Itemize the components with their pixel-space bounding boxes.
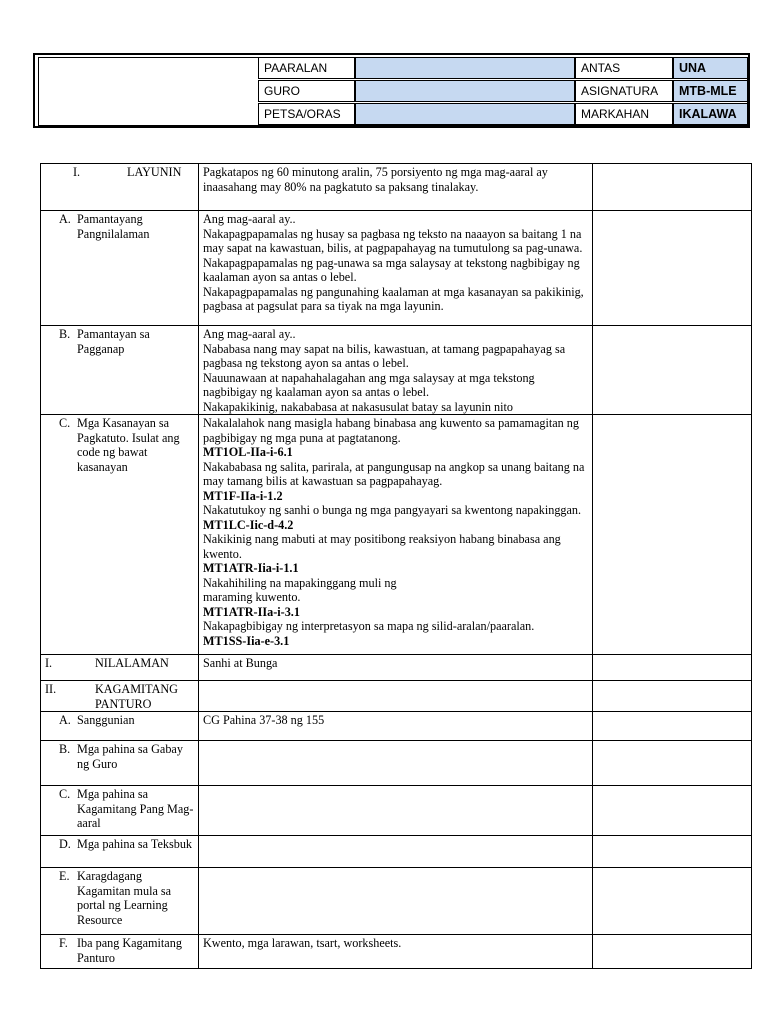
row-content-pamantayan-sa-pagganap [199,326,593,415]
header-label-markahan: MARKAHAN [575,103,673,125]
table-row-kasanayan [41,415,752,655]
row-notes-karagdagang-kagamitan[interactable] [593,868,752,935]
row-label-sanggunian: A. Sanggunian [41,712,199,741]
skill-text: Nakapagbibigay ng interpretasyon sa mapa ng silid-aralan/paaralan. [203,619,535,633]
row-content-kasanayan [199,415,593,655]
header-field-antas[interactable]: UNA [673,57,748,79]
row-notes-pamantayan-sa-pagganap[interactable] [593,326,752,415]
table-row-sanggunian [41,712,752,741]
table-row-layunin [41,164,752,211]
row-content-gabay-ng-guro [199,741,593,786]
row-content-sanggunian: CG Pahina 37-38 ng 155 [199,712,593,741]
table-row-pamantayan-sa-pagganap [41,326,752,415]
row-content-kagamitang-pang-mag-aaral [199,786,593,836]
header-field-paaralan[interactable] [355,57,575,79]
row-notes-sanggunian[interactable] [593,712,752,741]
row-label-pamantayan-sa-pagganap: B. Pamantayan sa Pagganap [41,326,199,415]
table-row-iba-pang-kagamitan [41,935,752,969]
row-label-nilalaman: I. NILALAMAN [41,655,199,681]
row-notes-layunin[interactable] [593,164,752,211]
skill-code: MT1SS-Iia-e-3.1 [203,633,290,648]
row-content-teksbuk [199,836,593,868]
row-label-iba-pang-kagamitan: F. Iba pang Kagamitang Panturo [41,935,199,969]
skill-text: Nakahihiling na mapakinggang muli ng maraming kuwento. [203,575,397,604]
lesson-plan-table [40,163,752,969]
row-notes-kagamitan[interactable] [593,681,752,712]
table-row-kagamitang-pang-mag-aaral [41,786,752,836]
header-field-asignatura[interactable]: MTB-MLE [673,80,748,102]
content-line: Nababasa nang may sapat na bilis, kawastuan, at tamang pagpapahayag sa pagbasa ng tekstong ayon sa antas o lebel. [203,341,566,370]
skill-code: MT1F-IIa-i-1.2 [203,488,283,503]
row-content-kagamitan [199,681,593,712]
content-line: Nakapakikinig, nakababasa at nakasusulat batay sa layunin nito [203,399,514,414]
content-line: Nauunawaan at napahahalagahan ang mga salaysay at mga tekstong nagbibigay ng kaalaman ayon sa antas o lebel. [203,370,535,399]
row-label-gabay-ng-guro: B. Mga pahina sa Gabay ng Guro [41,741,199,786]
header-label-asignatura: ASIGNATURA [575,80,673,102]
content-line: Nakapagpapamalas ng pangunahing kaalaman at mga kasanayan sa pakikinig, pagbasa at pagsulat para sa tiyak na mga layunin. [203,284,584,313]
row-notes-kagamitang-pang-mag-aaral[interactable] [593,786,752,836]
row-content-pamantayang-pangnilalaman [199,211,593,326]
row-label-kagamitang-pang-mag-aaral: C. Mga pahina sa Kagamitang Pang Mag-aaral [41,786,199,836]
content-line: Nakapagpapamalas ng husay sa pagbasa ng teksto na naaayon sa baitang 1 na may sapat na kawastuan, bilis, at pagpapahayag na tumutulong sa pag-unawa. [203,226,583,255]
row-notes-gabay-ng-guro[interactable] [593,741,752,786]
table-row-karagdagang-kagamitan [41,868,752,935]
content-line: Ang mag-aaral ay.. [203,212,296,226]
row-label-karagdagang-kagamitan: E. Karagdagang Kagamitan mula sa portal ng Learning Resource [41,868,199,935]
table-row-pamantayang-pangnilalaman [41,211,752,326]
row-content-nilalaman: Sanhi at Bunga [199,655,593,681]
header-field-petsa-oras[interactable] [355,103,575,125]
skill-text: Nakikinig nang mabuti at may positibong reaksiyon habang binabasa ang kwento. [203,532,561,561]
skill-code: MT1ATR-IIa-i-3.1 [203,604,300,619]
header-label-paaralan: PAARALAN [258,57,355,79]
row-content-iba-pang-kagamitan: Kwento, mga larawan, tsart, worksheets. [199,935,593,969]
row-notes-nilalaman[interactable] [593,655,752,681]
table-row-gabay-ng-guro [41,741,752,786]
table-row-nilalaman [41,655,752,681]
header-label-petsa-oras: PETSA/ORAS [258,103,355,125]
row-notes-iba-pang-kagamitan[interactable] [593,935,752,969]
header-label-antas: ANTAS [575,57,673,79]
header-field-markahan[interactable]: IKALAWA [673,103,748,125]
table-row-teksbuk [41,836,752,868]
skill-text: Nakababasa ng salita, parirala, at pangungusap na angkop sa unang baitang na may tamang bilis at kawastuan sa pagpapahayag. [203,459,585,488]
row-label-pamantayang-pangnilalaman: A. Pamantayang Pangnilalaman [41,211,199,326]
header-field-guro[interactable] [355,80,575,102]
content-line: Nakapagpapamalas ng pag-unawa sa mga salaysay at tekstong nagbibigay ng kaalaman ayon sa antas o lebel. [203,255,580,284]
row-notes-kasanayan[interactable] [593,415,752,655]
skill-code: MT1LC-Iic-d-4.2 [203,517,294,532]
skill-text: Nakatutukoy ng sanhi o bunga ng mga pangyayari sa kwentong napakinggan. [203,503,582,517]
content-line: Ang mag-aaral ay.. [203,327,296,341]
skill-code: MT1OL-IIa-i-6.1 [203,445,293,459]
row-label-kagamitan: II. KAGAMITANG PANTURO [41,681,199,712]
row-label-teksbuk: D. Mga pahina sa Teksbuk [41,836,199,868]
row-notes-pamantayang-pangnilalaman[interactable] [593,211,752,326]
table-row-kagamitan [41,681,752,712]
row-content-layunin: Pagkatapos ng 60 minutong aralin, 75 porsiyento ng mga mag-aaral ay inaasahang may 80% na pagkatuto sa paksang tinalakay. [199,164,593,211]
row-notes-teksbuk[interactable] [593,836,752,868]
header-label-guro: GURO [258,80,355,102]
skill-code: MT1ATR-Iia-i-1.1 [203,561,299,575]
row-label-layunin: I. LAYUNIN [41,164,199,211]
skill-text: Nakalalahok nang masigla habang binabasa ang kuwento sa pamamagitan ng pagbibigay ng mga puna at pagtatanong. [203,416,579,445]
row-label-kasanayan: C. Mga Kasanayan sa Pagkatuto. Isulat ang code ng bawat kasanayan [41,415,199,655]
row-content-karagdagang-kagamitan [199,868,593,935]
